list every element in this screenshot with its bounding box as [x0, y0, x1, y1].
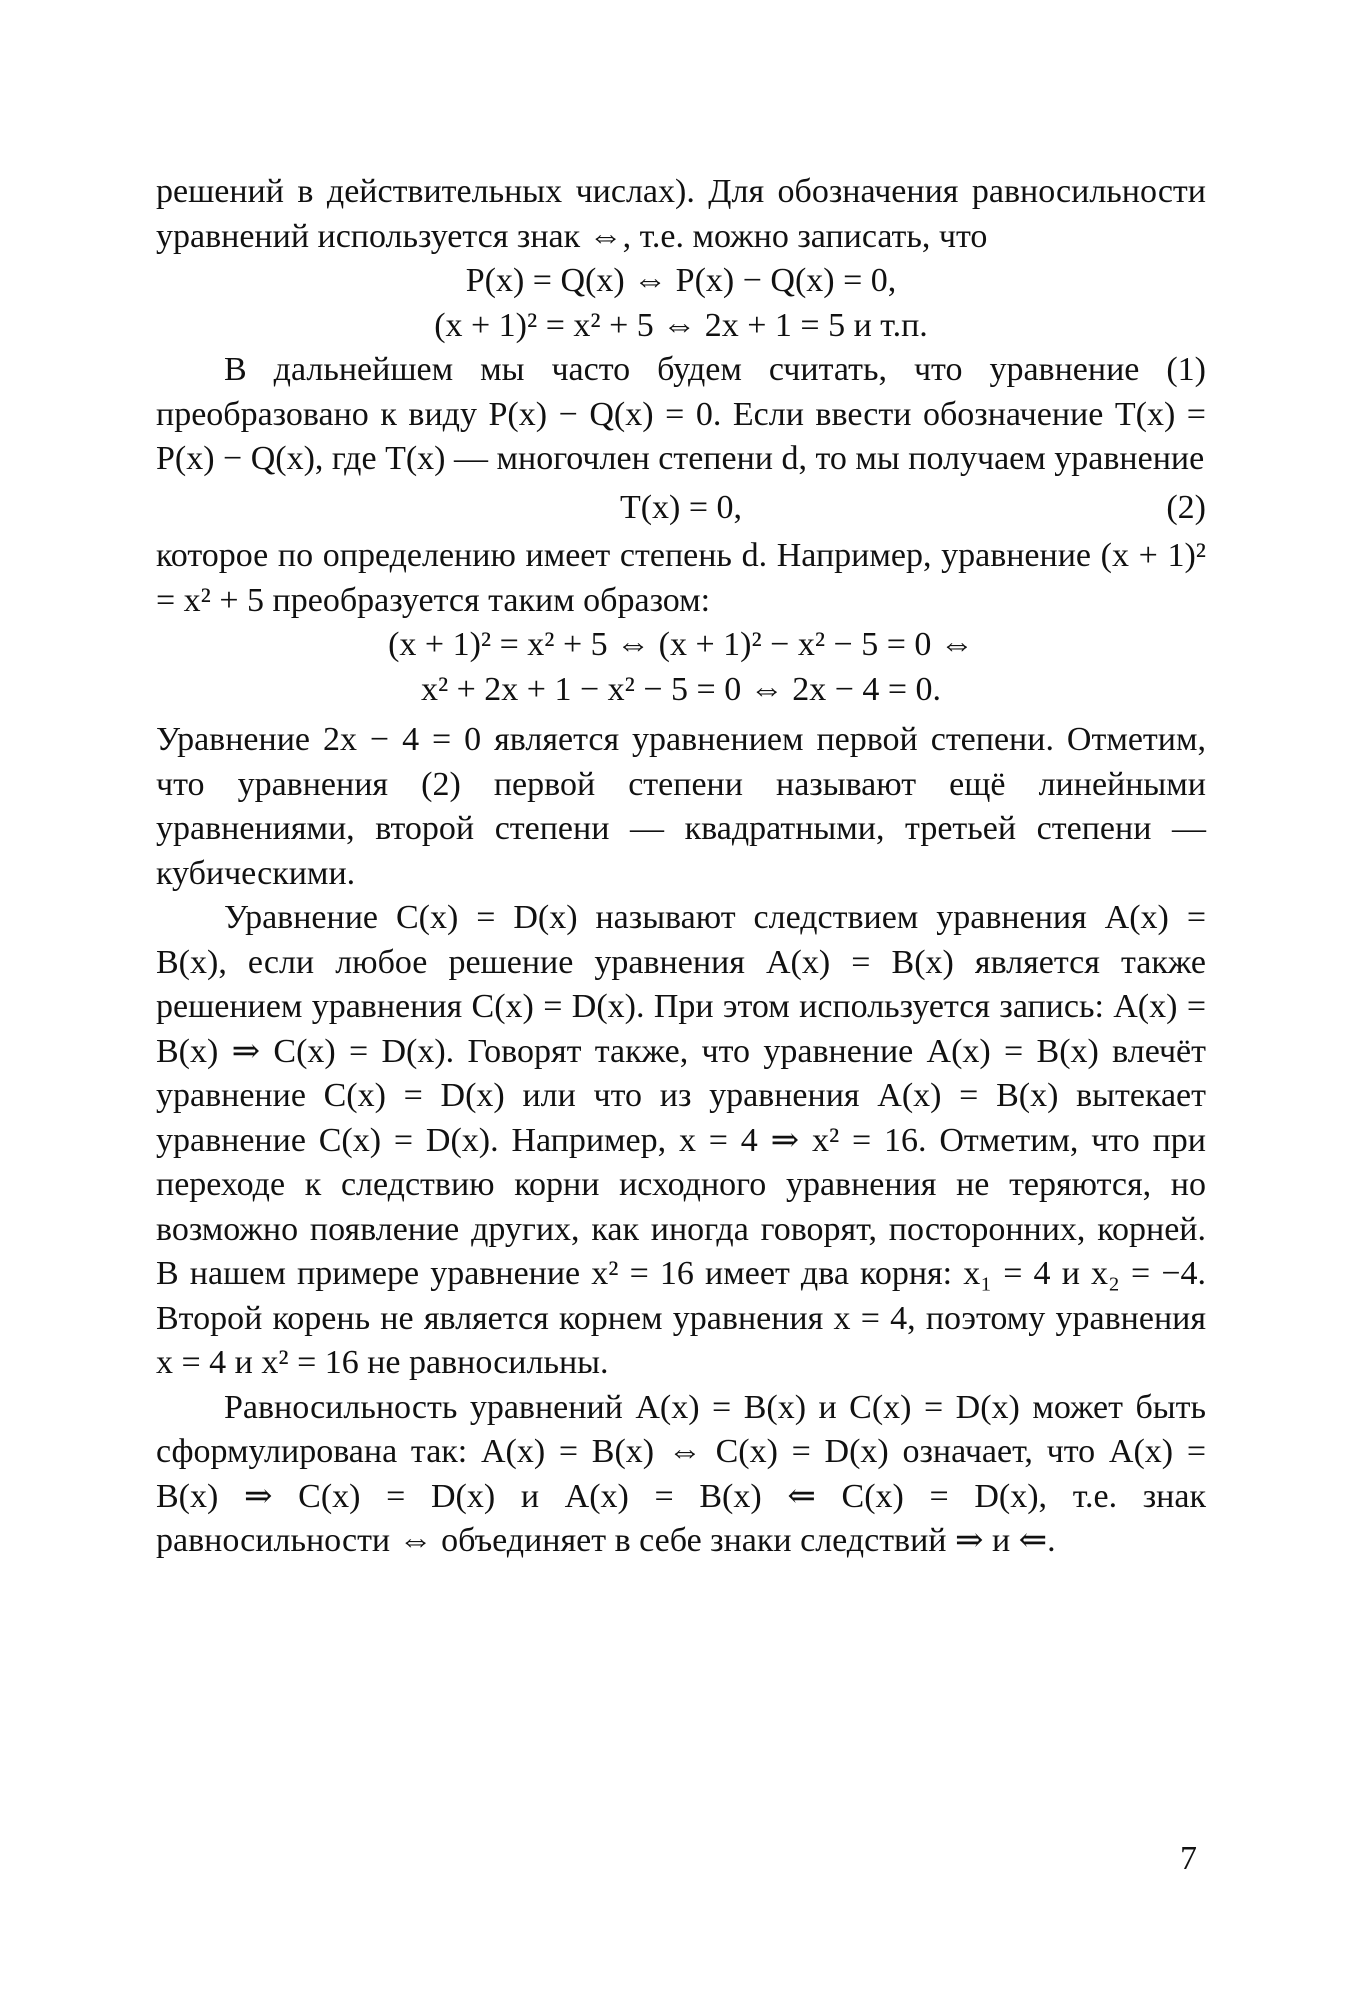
display-equation-equivalence — [156, 259, 1206, 348]
paragraph-equivalence-def: Равносильность уравнений A(x) = B(x) и C(x) = D(x) может быть сформулирована так: A(x) = B(x) ⇔ C(x) = D(x) означает, что A(x) = B(x) ⇒ C(x) = D(x) и A(x) = B(x) ⇐ C(x) = D(x), т.е. знак равносильности ⇔ объединяет в себе знаки следствий ⇒ и ⇐. — [156, 1388, 1206, 1559]
display-equation-numbered — [156, 486, 1206, 531]
paragraph-linear: Уравнение 2x − 4 = 0 является уравнением первой степени. Отметим, что уравнения (2) первой степени называют ещё линейными уравнениями, второй степени — квадратными, третьей степени — кубическими. — [156, 721, 1206, 892]
paragraph-consequence: Уравнение C(x) = D(x) называют следствием уравнения A(x) = B(x), если любое решение уравнения A(x) = B(x) является также решением уравнения C(x) = D(x). При этом используется запись: A(x) = B(x) ⇒ C(x) = D(x). Говорят также, что уравнение A(x) = B(x) влечёт уравнение C(x) = D(x) или что из уравнения A(x) = B(x) вытекает уравнение C(x) = D(x). Например, x = 4 ⇒ x² = 16. Отметим, что при переходе к следствию корни исходного уравнения не теряются, но возможно появление других, как иногда говорят, посторонних, корней. В нашем примере уравнение x² = 16 имеет два корня: x₁ = 4 и x₂ = −4. Второй корень не является корнем уравнения x = 4, поэтому уравнения x = 4 и x² = 16 не равносильны. — [156, 899, 1206, 1381]
equation-number: (2) — [1166, 488, 1206, 526]
paragraph-transform: В дальнейшем мы часто будем считать, что уравнение (1) преобразовано к виду P(x) − Q(x) = 0. Если ввести обозначение T(x) = P(x) − Q(x), где T(x) — многочлен степени d, то мы получаем уравнение — [156, 351, 1206, 477]
paragraph-equivalence-intro: решений в действительных числах). Для обозначения равносильности уравнений используется знак ⇔, т.е. можно записать, что — [156, 173, 1206, 255]
equation-body: T(x) = 0, — [619, 488, 743, 526]
display-equation-example — [156, 623, 1206, 712]
text-block — [156, 170, 1206, 1564]
equation-line: (x + 1)² = x² + 5 ⇔ (x + 1)² − x² − 5 = 0 ⇔ — [388, 626, 974, 663]
equation-line: x² + 2x + 1 − x² − 5 = 0 ⇔ 2x − 4 = 0. — [420, 670, 942, 708]
paragraph-degree: которое по определению имеет степень d. Например, уравнение (x + 1)² = x² + 5 преобразуется таким образом: — [156, 537, 1206, 619]
equation-line: (x + 1)² = x² + 5 ⇔ 2x + 1 = 5 и т.п. — [434, 306, 928, 344]
page-number: 7 — [1180, 1840, 1197, 1877]
equation-line: P(x) = Q(x) ⇔ P(x) − Q(x) = 0, — [465, 262, 897, 299]
